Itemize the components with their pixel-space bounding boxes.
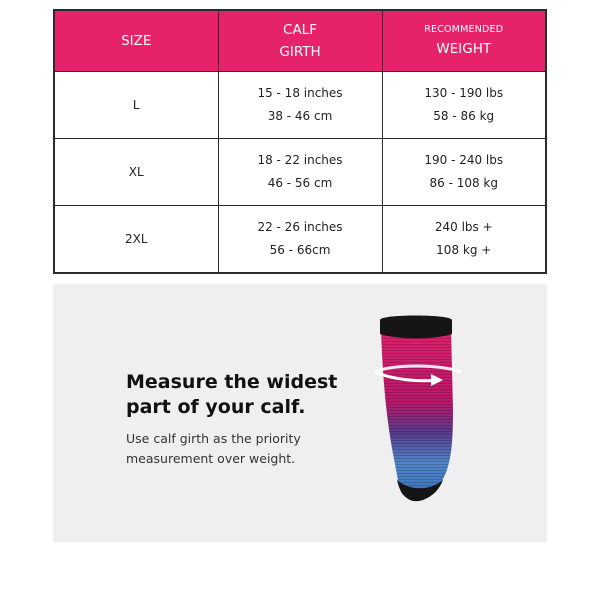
table-row <box>54 206 546 274</box>
table-row <box>54 72 546 139</box>
weight-cell: 240 lbs + 108 kg + <box>382 206 546 274</box>
calf-girth-cell: 15 - 18 inches 38 - 46 cm <box>218 72 382 139</box>
weight-cell: 190 - 240 lbs 86 - 108 kg <box>382 139 546 206</box>
measurement-info-panel <box>53 284 547 542</box>
size-cell: L <box>54 72 218 139</box>
size-cell: XL <box>54 139 218 206</box>
header-size: SIZE <box>54 10 218 72</box>
compression-sock-illustration <box>371 314 471 514</box>
size-cell: 2XL <box>54 206 218 274</box>
header-calf-girth: CALF GIRTH <box>218 10 382 72</box>
size-chart-table <box>53 9 547 274</box>
table-row <box>54 139 546 206</box>
calf-girth-cell: 22 - 26 inches 56 - 66cm <box>218 206 382 274</box>
header-recommended-weight: RECOMMENDED WEIGHT <box>382 10 546 72</box>
weight-cell: 130 - 190 lbs 58 - 86 kg <box>382 72 546 139</box>
table-header-row <box>54 10 546 72</box>
measurement-subtext: Use calf girth as the priority measurement over weight. <box>126 431 301 466</box>
calf-girth-cell: 18 - 22 inches 46 - 56 cm <box>218 139 382 206</box>
measurement-headline: Measure the widest part of your calf. <box>126 371 338 418</box>
